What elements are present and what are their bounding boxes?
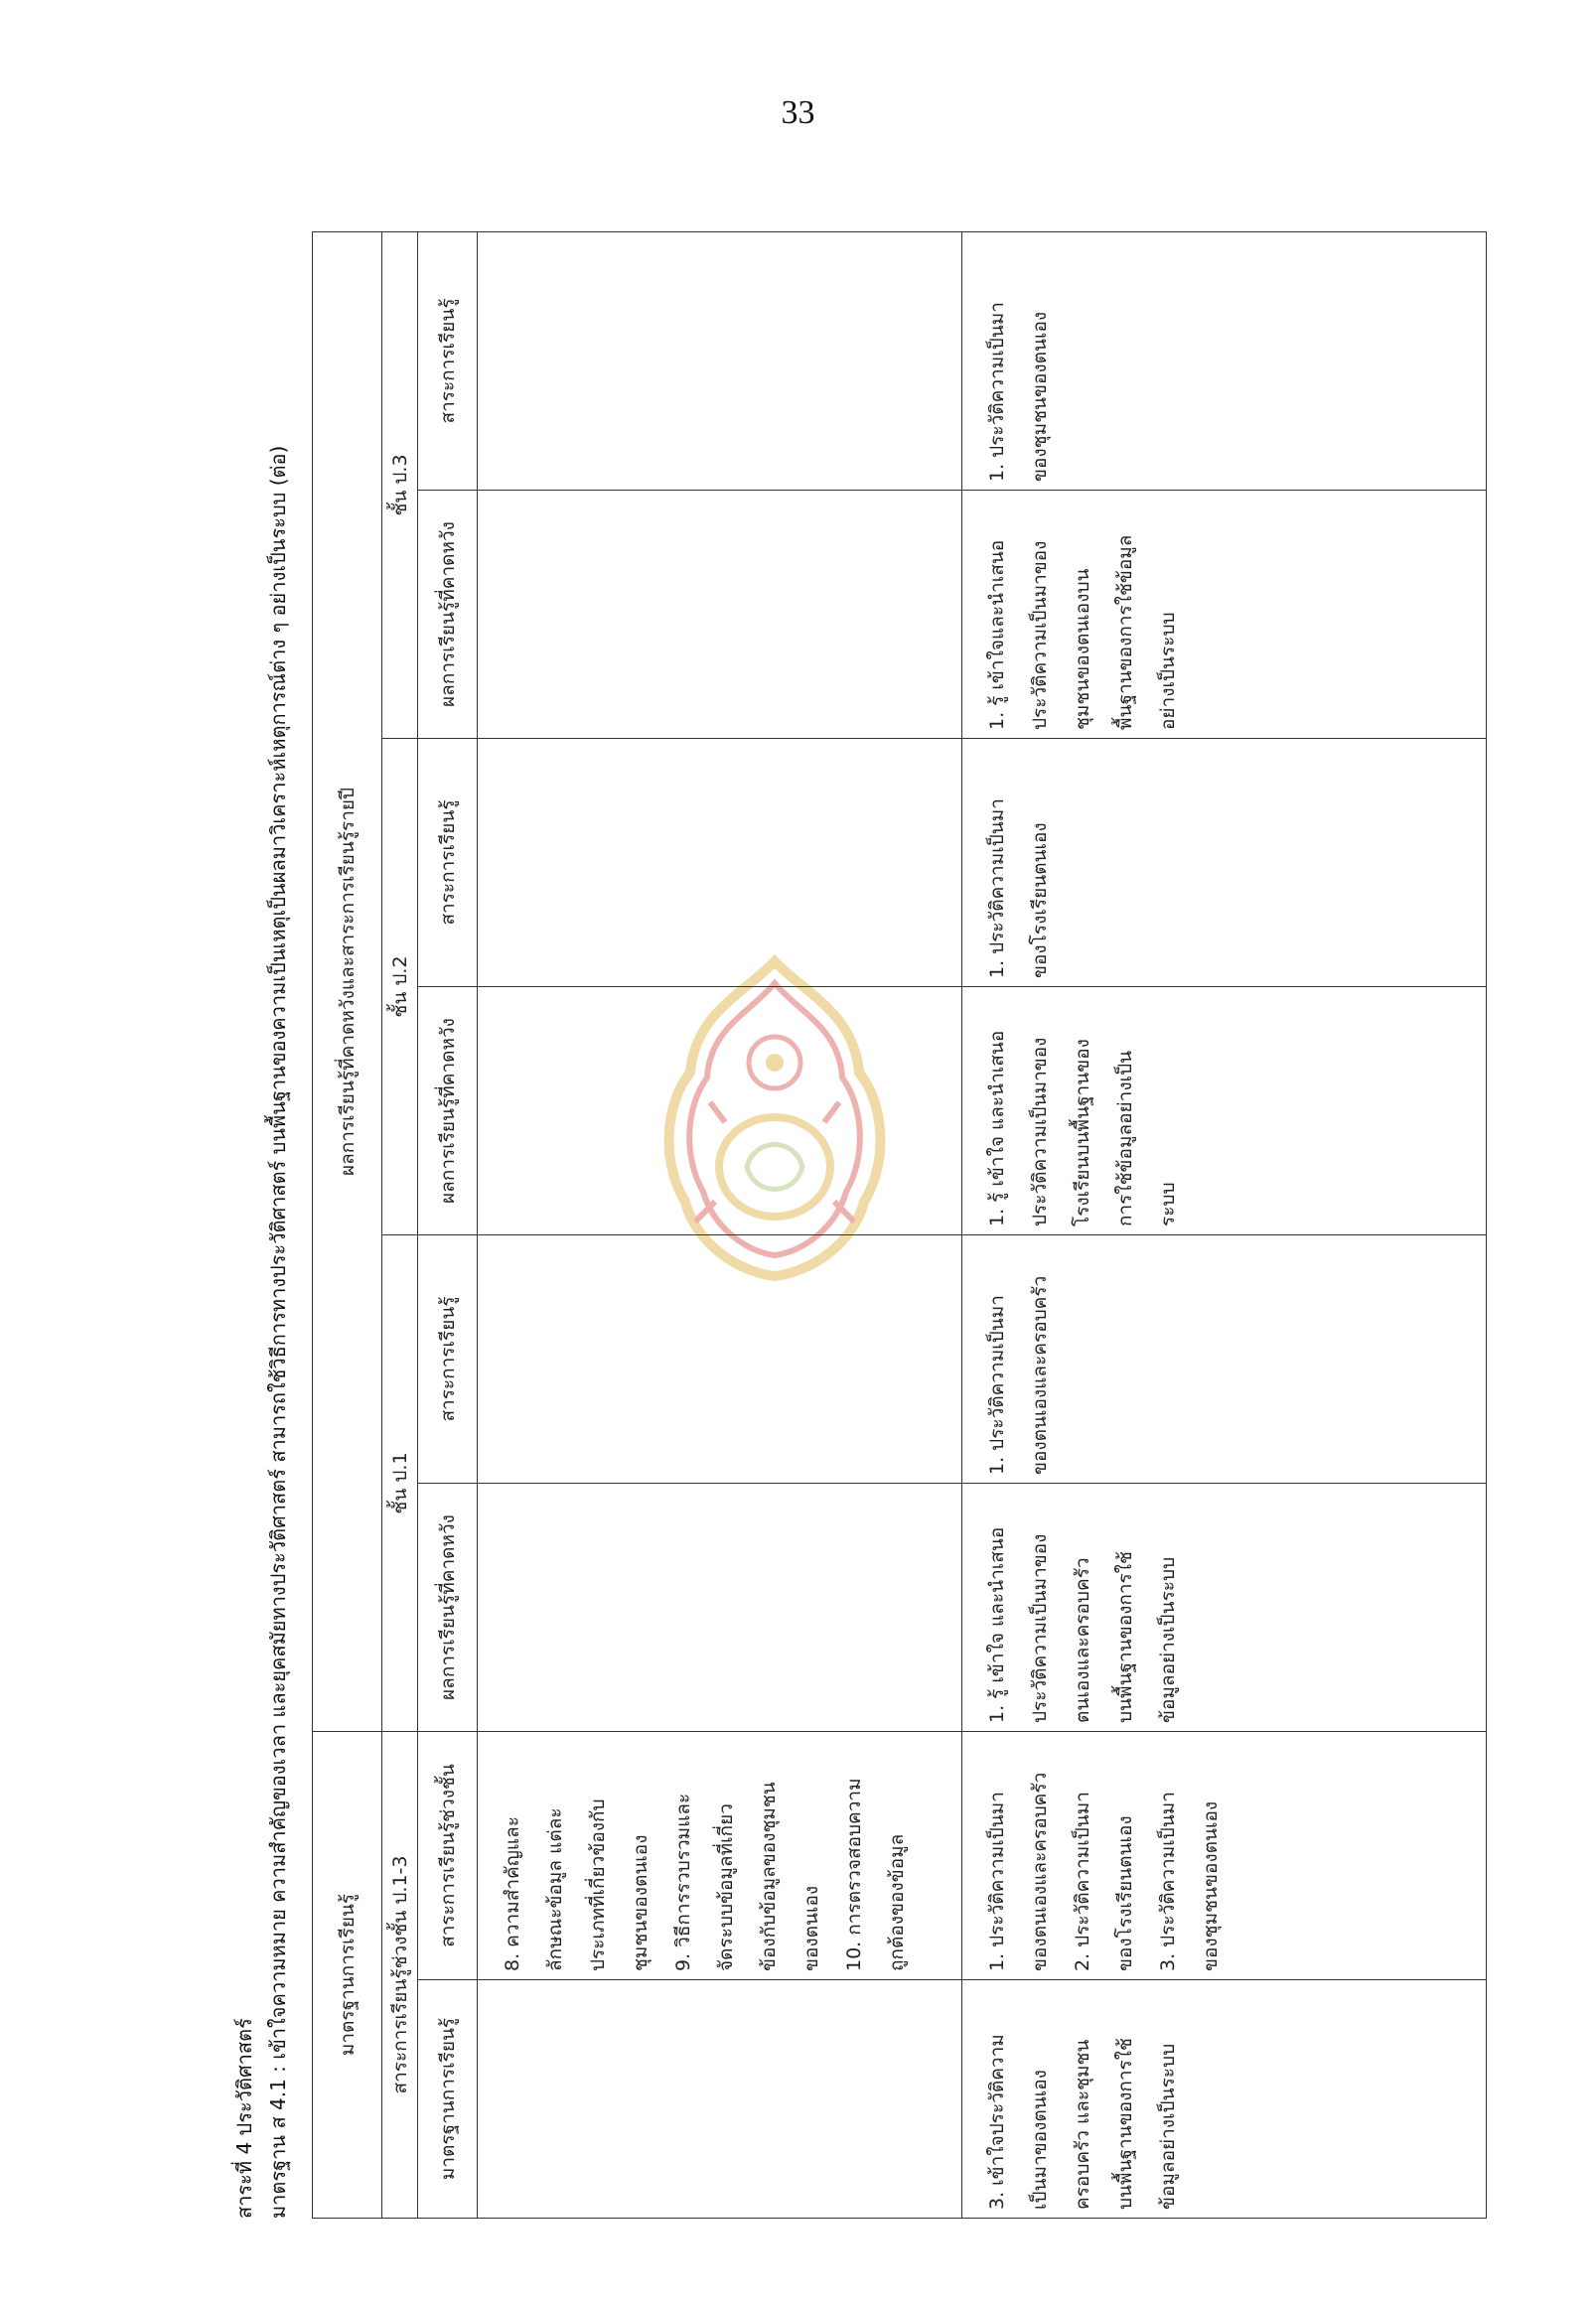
table-cell (478, 739, 962, 987)
page-number: 33 (781, 94, 815, 131)
table-cell (478, 1732, 962, 1980)
cell-line: 1. ประวัติความเป็นมา (986, 798, 1008, 978)
cell-line: 1. รู้ เข้าใจ และนำเสนอ (986, 1526, 1008, 1723)
cell-line: ถูกต้องของข้อมูล (886, 1833, 908, 1971)
table-cell (962, 1484, 1487, 1732)
cell-line: 1. ประวัติความเป็นมา (986, 302, 1008, 482)
cell-line: ประวัติความเป็นมาของ (1029, 1037, 1051, 1226)
cell-line: ของตนเองและครอบครัว (1029, 1275, 1051, 1475)
col-header: สาระการเรียนรู้ (418, 739, 478, 987)
cell-line: ประเภทที่เกี่ยวข้องกับ (587, 1799, 609, 1971)
cell-line: ของตนเองและครอบครัว (1029, 1772, 1051, 1971)
group-header-outcomes: ผลการเรียนรู้ที่คาดหวังและสาระการเรียนรู้รายปี (313, 231, 382, 1731)
cell-line: โรงเรียนบนพื้นฐานของ (1072, 1039, 1093, 1226)
cell-line: บนพื้นฐานของการใช้ (1114, 2038, 1136, 2210)
cell-line: 1. รู้ เข้าใจ และนำเสนอ (986, 1030, 1008, 1226)
table-cell (478, 1484, 962, 1732)
cell-line: ของโรงเรียนตนเอง (1114, 1815, 1136, 1971)
cell-line: 1. ประวัติความเป็นมา (986, 1792, 1008, 1971)
cell-line: ข้อมูลอย่างเป็นระบบ (1157, 1556, 1179, 1723)
table-cell (962, 1980, 1487, 2219)
grade-header-p1: ชั้น ป.1 (382, 1235, 418, 1732)
table-cell (478, 1235, 962, 1484)
standard-title: มาตรฐาน ส 4.1 : เข้าใจความหมาย ความสำคัญของเวลา และยุคสมัยทางประวัติศาสตร์ สามารถใช้วิธีการทางประวัติศาสตร์ บนพื้นฐานของความเป็นเหตุเป็นผลมาวิเคราะห์เหตุการณ์ต่าง ๆ อย่างเป็นระบบ (ต่อ) (266, 445, 290, 2219)
cell-line: ข้องกับข้อมูลของชุมชน (758, 1782, 780, 1971)
cell-line: ครอบครัว และชุมชน (1072, 2039, 1093, 2210)
cell-line: ประวัติความเป็นมาของ (1029, 1533, 1051, 1723)
cell-line: ของชุมชนของตนเอง (1200, 1800, 1222, 1971)
cell-line: จัดระบบข้อมูลที่เกี่ยว (715, 1803, 737, 1971)
cell-line: การใช้ข้อมูลอย่างเป็น (1114, 1050, 1136, 1226)
col-header: สาระการเรียนรู้ (418, 1235, 478, 1484)
cell-line: 3. ประวัติความเป็นมา (1157, 1792, 1179, 1971)
cell-line: อย่างเป็นระบบ (1157, 612, 1179, 730)
table-cell (962, 231, 1487, 490)
table-row (962, 231, 1487, 2218)
col-header: ผลการเรียนรู้ที่คาดหวัง (418, 491, 478, 739)
col-header: มาตรฐานการเรียนรู้ (418, 1980, 478, 2219)
table-cell (478, 231, 962, 490)
cell-line: 1. รู้ เข้าใจและนำเสนอ (986, 539, 1008, 730)
table-cell (962, 1732, 1487, 1980)
table-cell (962, 491, 1487, 739)
cell-line: 9. วิธีการรวบรวมและ (672, 1793, 694, 1971)
cell-line: ของชุมชนของตนเอง (1029, 311, 1051, 482)
rotated-document (201, 232, 1392, 2219)
group-header-standard: มาตรฐานการเรียนรู้ (313, 1732, 382, 2219)
cell-line: ของตนเอง (800, 1885, 822, 1971)
cell-line: ประวัติความเป็นมาของ (1029, 540, 1051, 730)
cell-line: 3. เข้าใจประวัติความ (986, 2034, 1008, 2210)
cell-line: บนพื้นฐานของการใช้ (1114, 1551, 1136, 1723)
grade-header-p3: ชั้น ป.3 (382, 231, 418, 738)
table-cell (478, 491, 962, 739)
table-cell (478, 1980, 962, 2219)
cell-line: 1. ประวัติความเป็นมา (986, 1295, 1008, 1475)
cell-line: ชุมชนของตนเองบน (1072, 568, 1093, 730)
cell-line: ระบบ (1157, 1182, 1179, 1226)
table-cell (962, 1235, 1487, 1484)
col-header: ผลการเรียนรู้ที่คาดหวัง (418, 1484, 478, 1732)
table-cell (478, 987, 962, 1235)
cell-line: เป็นมาของตนเอง (1029, 2070, 1051, 2210)
cell-line: ชุมชนของตนเอง (630, 1834, 652, 1971)
curriculum-table (312, 231, 1487, 2219)
table-row (478, 231, 962, 2218)
grade-header-p2: ชั้น ป.2 (382, 739, 418, 1235)
cell-line: 2. ประวัติความเป็นมา (1072, 1792, 1093, 1971)
table-cell (962, 739, 1487, 987)
cell-line: 8. ความสำคัญและ (502, 1816, 523, 1971)
cell-line: ลักษณะข้อมูล แต่ละ (544, 1807, 566, 1971)
cell-line: ข้อมูลอย่างเป็นระบบ (1157, 2043, 1179, 2210)
sub-header-strand: สาระการเรียนรู้ช่วงชั้น ป.1-3 (382, 1732, 418, 2219)
col-header: ผลการเรียนรู้ที่คาดหวัง (418, 987, 478, 1235)
col-header: สาระการเรียนรู้ (418, 231, 478, 490)
cell-line: พื้นฐานของการใช้ข้อมูล (1114, 534, 1136, 730)
cell-line: ตนเองและครอบครัว (1072, 1557, 1093, 1723)
col-header: สาระการเรียนรู้ช่วงชั้น (418, 1732, 478, 1980)
table-cell (962, 987, 1487, 1235)
cell-line: 10. การตรวจสอบความ (843, 1778, 865, 1971)
cell-line: ของโรงเรียนตนเอง (1029, 822, 1051, 978)
strand-title: สาระที่ 4 ประวัติศาสตร์ (232, 2018, 256, 2219)
